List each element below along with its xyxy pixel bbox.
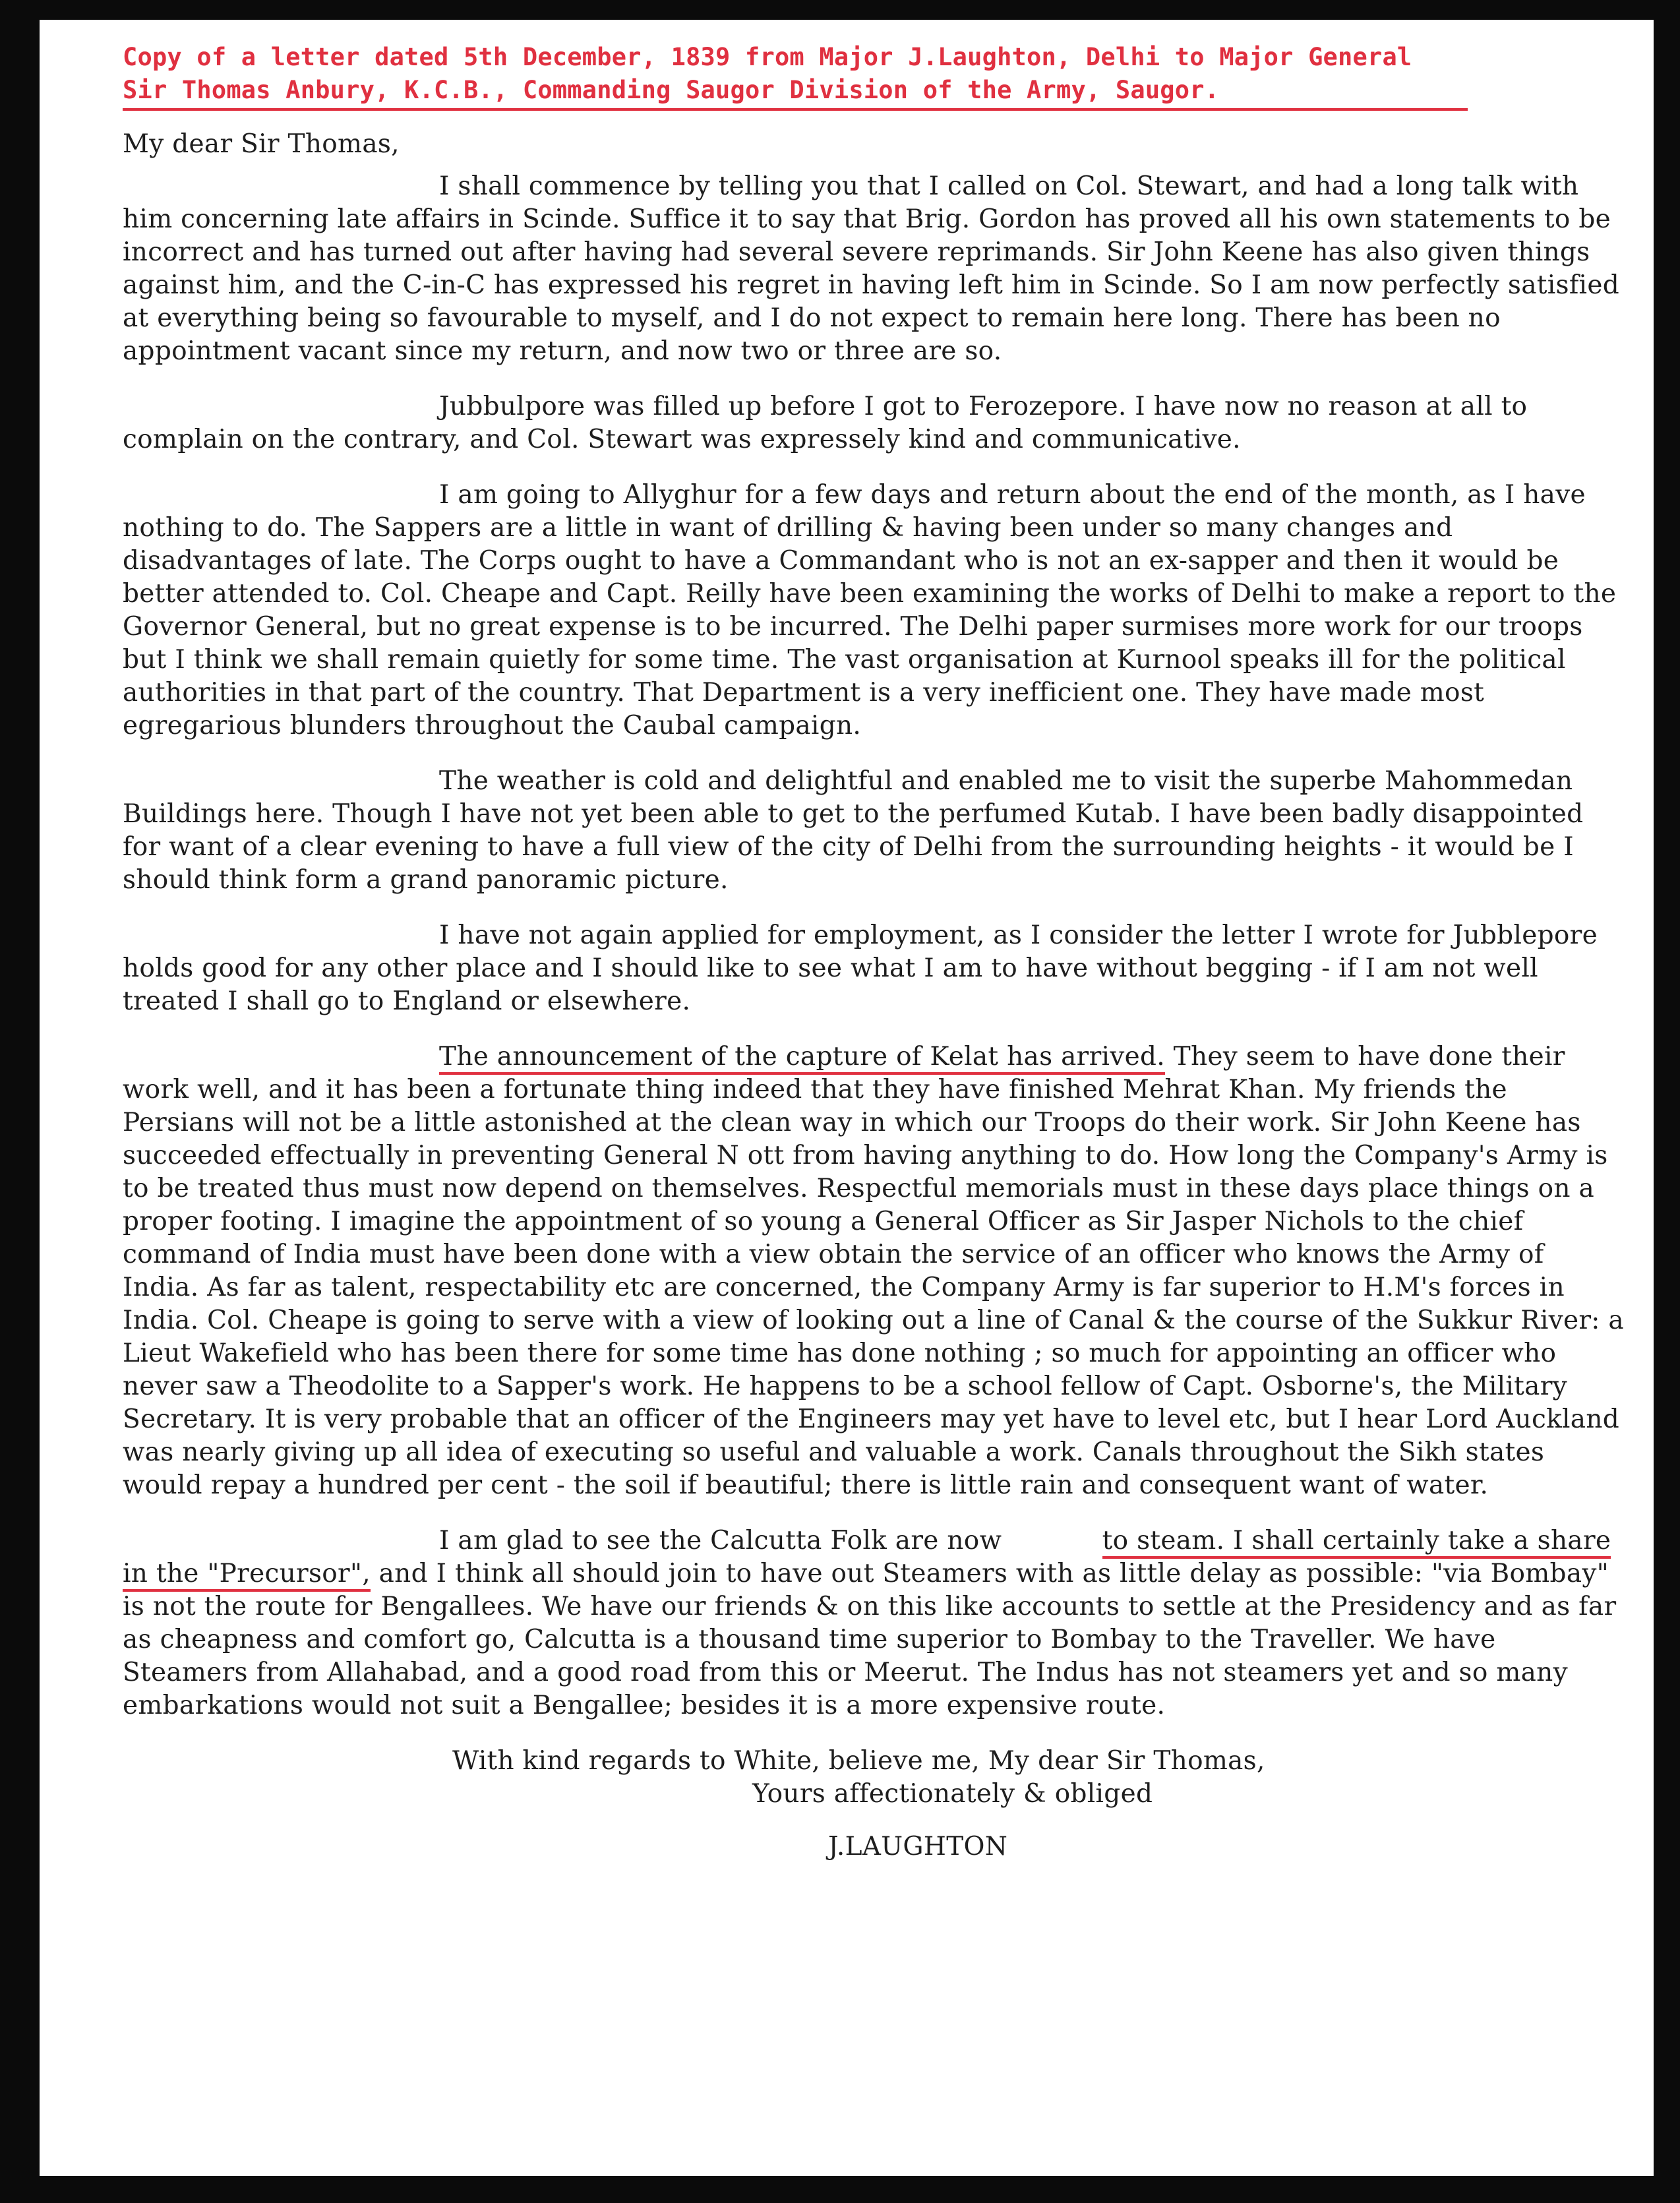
paragraph-6	[123, 1041, 1626, 1502]
paragraph-1: I shall commence by telling you that I called on Col. Stewart, and had a long talk with him concerning late affairs in Scinde. Suffice it to say that Brig. Gordon has proved all his own statements to be incorrect and has turned out after having had several severe reprimands. Sir John Keene has also given things against him, and the C-in-C has expressed his regret in having left him in Scinde. So I am now perfectly satisfied at everything being so favourable to myself, and I do not expect to remain here long. There has been no appointment vacant since my return, and now two or three are so.	[123, 171, 1619, 366]
paragraph-2: Jubbulpore was filled up before I got to Ferozepore. I have now no reason at all to complain on the contrary, and Col. Stewart was expressely kind and communicative.	[123, 392, 1528, 454]
paragraph-7	[123, 1524, 1626, 1722]
closing-line-2: Yours affectionately & obliged	[752, 1779, 1153, 1809]
letter-body	[123, 41, 1626, 1863]
steam-underlined-sentence: to steam. I shall certainly take a share in the "Precursor",	[123, 1526, 1611, 1592]
paragraph-5: I have not again applied for employment, as I consider the letter I wrote for Jubblepore holds good for any other place and I should like to see what I am to have without begging - if I am not well treated I shall go to England or elsewhere.	[123, 920, 1598, 1016]
signature: J.LAUGHTON	[828, 1832, 1008, 1861]
letter-heading	[123, 41, 1626, 111]
paragraph-3: I am going to Allyghur for a few days and return about the end of the month, as I have nothing to do. The Sappers are a little in want of drilling & having been under so many changes and disadvantages of late. The Corps ought to have a Commandant who is not an ex-sapper and then it would be better attended to. Col. Cheape and Capt. Reilly have been examining the works of Delhi to make a report to the Governor General, but no great expense is to be incurred. The Delhi paper surmises more work for our troops but I think we shall remain quietly for some time. The vast organisation at Kurnool speaks ill for the political authorities in that part of the country. That Department is a very inefficient one. They have made most egregarious blunders throughout the Caubal campaign.	[123, 480, 1617, 740]
salutation: My dear Sir Thomas,	[123, 129, 400, 159]
heading-line-2: Sir Thomas Anbury, K.C.B., Commanding Saugor Division of the Army, Saugor.	[123, 74, 1468, 111]
closing-line-1: With kind regards to White, believe me, My dear Sir Thomas,	[452, 1746, 1265, 1776]
paragraph-4: The weather is cold and delightful and enabled me to visit the superbe Mahommedan Buildings here. Though I have not yet been able to get to the perfumed Kutab. I have been badly disappointed for want of a clear evening to have a full view of the city of Delhi from the surrounding heights - it would be I should think form a grand panoramic picture.	[123, 766, 1584, 895]
paragraph-6-text: They seem to have done their work well, and it has been a fortunate thing indeed that they have finished Mehrat Khan. My friends the Persians will not be a little astonished at the clean way in which our Troops do their work. Sir John Keene has succeeded effectually in preventing General N ott from having anything to do. How long the Company's Army is to be treated thus must now depend on themselves. Respectful memorials must in these days place things on a proper footing. I imagine the appointment of so young a General Officer as Sir Jasper Nichols to the chief command of India must have been done with a view obtain the service of an officer who knows the Army of India. As far as talent, respectability etc are concerned, the Company Army is far superior to H.M's forces in India. Col. Cheape is going to serve with a view of looking out a line of Canal & the course of the Sukkur River: a Lieut Wakefield who has been there for some time has done nothing ; so much for appointing an officer who never saw a Theodolite to a Sapper's work. He happens to be a school fellow of Capt. Osborne's, the Military Secretary. It is very probable that an officer of the Engineers may yet have to level etc, but I hear Lord Auckland was nearly giving up all idea of executing so useful and valuable a work. Canals throughout the Sikh states would repay a hundred per cent - the soil if beautiful; there is little rain and consequent want of water.	[123, 1042, 1624, 1500]
kelat-underlined-sentence: The announcement of the capture of Kelat has arrived.	[439, 1042, 1165, 1075]
letter-page	[40, 20, 1654, 2176]
paragraph-7-lead: I am glad to see the Calcutta Folk are now	[439, 1526, 1102, 1555]
letter-closing	[123, 1745, 1626, 1863]
paragraph-7-text: and I think all should join to have out Steamers with as little delay as possible: "via Bombay" is not the route for Bengallees. We have our friends & on this like accounts to settle at the Presidency and as far as cheapness and comfort go, Calcutta is a thousand time superior to Bombay to the Traveller. We have Steamers from Allahabad, and a good road from this or Meerut. The Indus has not steamers yet and so many embarkations would not suit a Bengallee; besides it is a more expensive route.	[123, 1559, 1617, 1720]
heading-line-1: Copy of a letter dated 5th December, 1839 from Major J.Laughton, Delhi to Major General	[123, 43, 1412, 71]
